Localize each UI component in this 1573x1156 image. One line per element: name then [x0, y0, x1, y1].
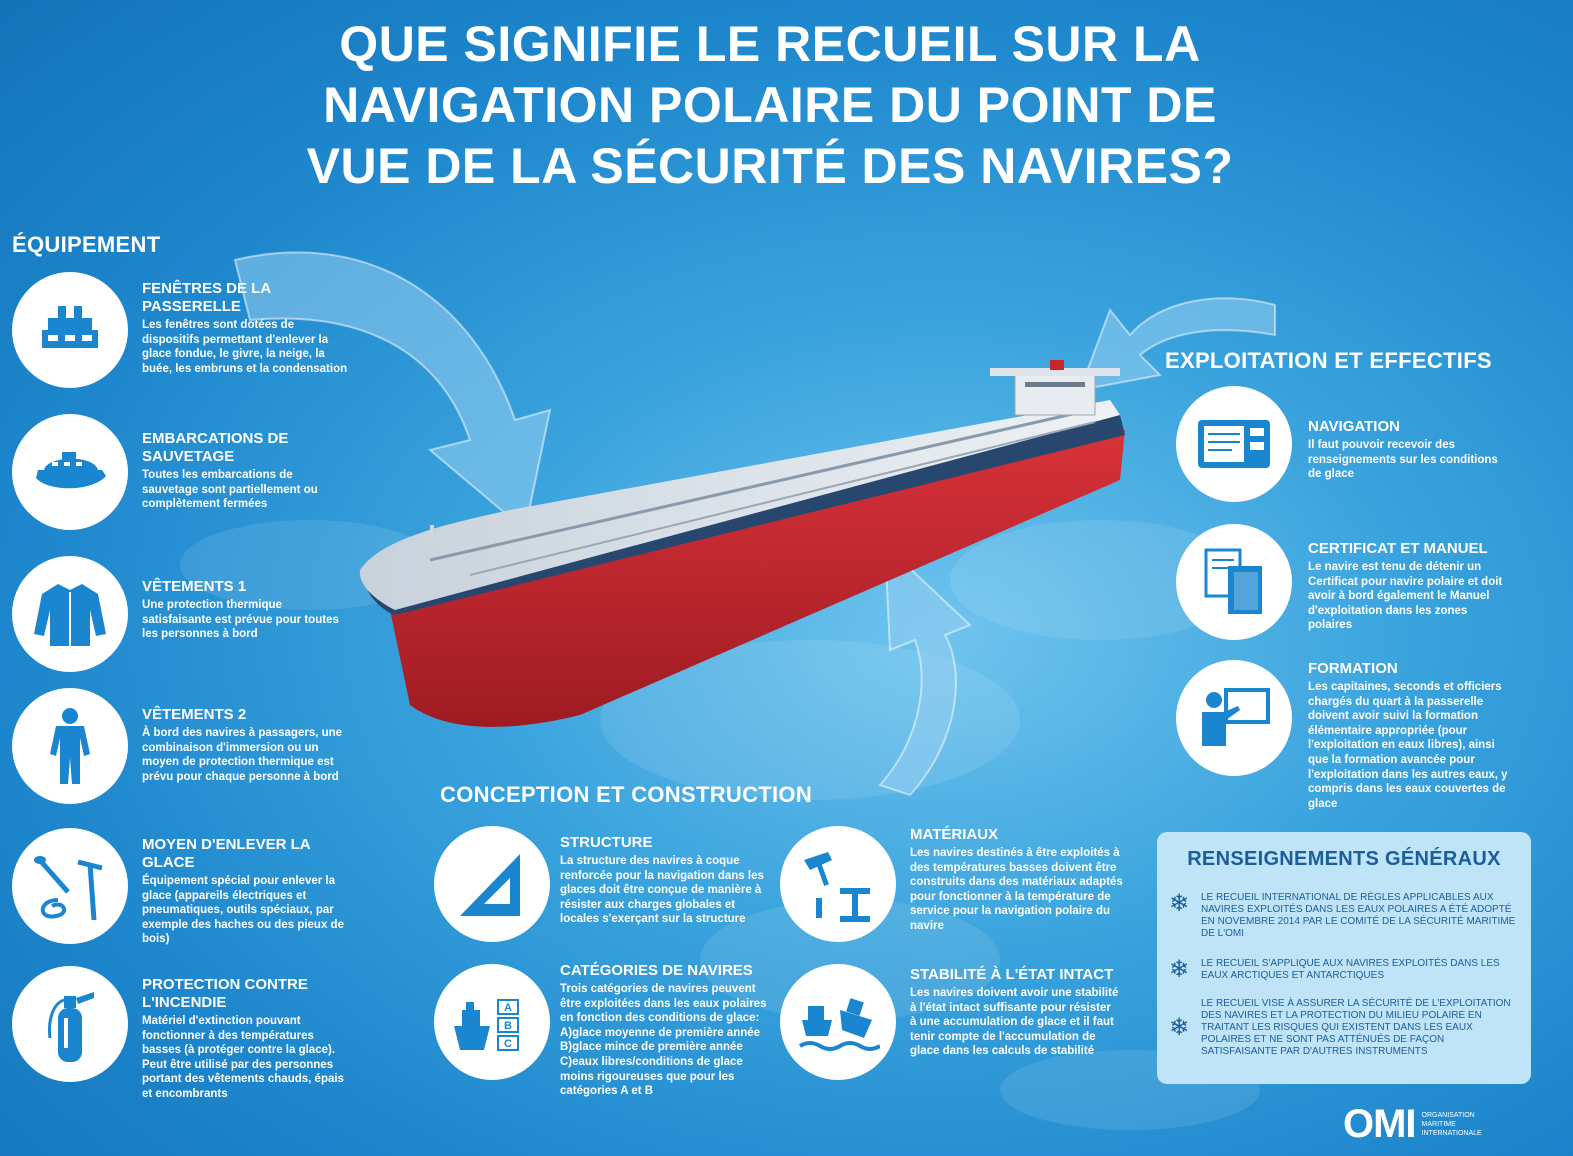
item-fenetres-passerelle	[142, 280, 352, 376]
navigation-device-icon	[1176, 386, 1292, 502]
lifeboat-icon	[12, 414, 128, 530]
title-line-1: QUE SIGNIFIE LE RECUEIL SUR LA	[339, 16, 1201, 72]
bridge-windows-icon	[12, 272, 128, 388]
item-title: CERTIFICAT ET MANUEL	[1308, 540, 1488, 557]
snowflake-icon: ❄	[1168, 1014, 1190, 1041]
item-title: NAVIGATION	[1308, 418, 1400, 435]
item-categories	[560, 962, 770, 1099]
item-text: Les fenêtres sont dotées de dispositifs permettant d'enlever la glace fondue, le givre, la neige, la buée, les embruns et la condensation	[142, 319, 348, 375]
title-line-3: VUE DE LA SÉCURITÉ DES NAVIRES?	[306, 138, 1234, 194]
general-info-item	[1157, 958, 1531, 982]
org-line-1: ORGANISATION	[1421, 1112, 1475, 1119]
stability-icon	[780, 964, 896, 1080]
item-title: CATÉGORIES DE NAVIRES	[560, 962, 753, 979]
item-title: VÊTEMENTS 1	[142, 578, 247, 595]
item-text: Les capitaines, seconds et officiers chargés du quart à la passerelle doivent avoir suivi la formation élémentaire appropriée (pour l'exploitation en eaux libres), ainsi que la formation avancée pour l'exploitation dans les autres eaux, y compris dans les eaux couvertes de glace	[1308, 681, 1508, 810]
item-embarcations	[142, 430, 352, 512]
category-a-label: A	[504, 1002, 512, 1014]
omi-logo	[1343, 1102, 1482, 1147]
general-info-text: LE RECUEIL VISE À ASSURER LA SÉCURITÉ DE L'EXPLOITATION DES NAVIRES ET LA PROTECTION DU MILIEU POLAIRE EN TRAITANT LES RISQUES QUI EXISTENT DANS LES EAUX POLAIRES ET NE SONT PAS ATTÉNUÉS DE FAÇON SATISFAISANTE PAR D'AUTRES INSTRUMENTS	[1201, 998, 1511, 1057]
item-text: Les navires doivent avoir une stabilité à l'état intact suffisante pour résister à une accumulation de glace et il faut tenir compte de l'accumulation de glace dans les calculs de stabilité	[910, 987, 1119, 1058]
item-text: Les navires destinés à être exploités à des températures basses doivent être construits dans des matériaux adaptés pour fonctionner à la température de service pour la navigation polaire du navire	[910, 847, 1123, 932]
ship-illustration	[350, 360, 1150, 740]
item-enlever-glace	[142, 836, 352, 947]
item-structure	[560, 834, 770, 927]
general-info-text: LE RECUEIL INTERNATIONAL DE RÈGLES APPLICABLES AUX NAVIRES EXPLOITÉS DANS LES EAUX POLAIRES A ÉTÉ ADOPTÉ EN NOVEMBRE 2014 PAR LE COMITÉ DE LA SÉCURITÉ MARITIME DE L'OMI	[1201, 892, 1516, 939]
general-info-box	[1157, 832, 1531, 1084]
item-certificat	[1308, 540, 1508, 633]
item-formation	[1308, 660, 1518, 811]
general-info-text: LE RECUEIL S'APPLIQUE AUX NAVIRES EXPLOITÉS DANS LES EAUX ARCTIQUES ET ANTARCTIQUES	[1201, 958, 1500, 981]
general-info-item	[1157, 892, 1531, 940]
ship-categories-icon	[434, 964, 550, 1080]
omi-org-name	[1422, 1111, 1482, 1138]
immersion-suit-icon	[12, 688, 128, 804]
set-square-icon	[434, 826, 550, 942]
item-title: STABILITÉ À L'ÉTAT INTACT	[910, 966, 1114, 983]
snowflake-icon: ❄	[1168, 890, 1190, 917]
item-text: Matériel d'extinction pouvant fonctionner à des températures basses (à protéger contre la glace). Peut être utilisé par des personnes portant des vêtements chauds, épais et encombrants	[142, 1015, 344, 1100]
category-b-label: B	[504, 1020, 512, 1032]
item-title: FENÊTRES DE LA PASSERELLE	[142, 280, 271, 315]
training-icon	[1176, 660, 1292, 776]
general-info-title: RENSEIGNEMENTS GÉNÉRAUX	[1187, 848, 1501, 870]
item-navigation	[1308, 418, 1508, 482]
item-text: Une protection thermique satisfaisante est prévue pour toutes les personnes à bord	[142, 599, 339, 641]
item-title: MOYEN D'ENLEVER LA GLACE	[142, 836, 311, 871]
category-c-label: C	[504, 1038, 512, 1050]
item-vetements-1	[142, 578, 352, 642]
item-title: MATÉRIAUX	[910, 826, 999, 843]
jacket-icon	[12, 556, 128, 672]
section-title-exploitation: EXPLOITATION ET EFFECTIFS	[1165, 348, 1492, 373]
item-text: Toutes les embarcations de sauvetage sont partiellement ou complètement fermées	[142, 469, 318, 511]
fire-extinguisher-icon	[12, 966, 128, 1082]
item-text: Le navire est tenu de détenir un Certificat pour navire polaire et doit avoir à bord également le Manuel d'exploitation dans les zones polaires	[1308, 561, 1503, 632]
item-vetements-2	[142, 706, 352, 784]
item-title: VÊTEMENTS 2	[142, 706, 247, 723]
item-title: FORMATION	[1308, 660, 1398, 677]
item-protection-incendie	[142, 976, 352, 1102]
section-title-equipement: ÉQUIPEMENT	[12, 232, 161, 257]
page-title	[180, 14, 1360, 197]
item-title: PROTECTION CONTRE L'INCENDIE	[142, 976, 308, 1011]
documents-icon	[1176, 524, 1292, 640]
omi-logo-mark: OMI	[1343, 1102, 1416, 1146]
item-text: La structure des navires à coque renforcée pour la navigation dans les glaces doit être conçue de manière à résister aux charges globales et locales s'exerçant sur la structure	[560, 855, 764, 926]
item-title: EMBARCATIONS DE SAUVETAGE	[142, 430, 289, 465]
item-text: À bord des navires à passagers, une combinaison d'immersion ou un moyen de protection thermique est prévu pour chaque personne à bord	[142, 727, 343, 783]
org-line-2: MARITIME	[1421, 1121, 1456, 1128]
materials-icon	[780, 826, 896, 942]
item-title: STRUCTURE	[560, 834, 653, 851]
ice-removal-tools-icon	[12, 828, 128, 944]
item-text: Trois catégories de navires peuvent être exploitées dans les eaux polaires en fonction des conditions de glace: A)glace moyenne de première année B)glace mince de première année C)eaux libres/conditions de glace moins rigoureuses que pour les catégories A et B	[560, 983, 767, 1098]
item-text: Il faut pouvoir recevoir des renseignements sur les conditions de glace	[1308, 439, 1498, 481]
org-line-3: INTERNATIONALE	[1421, 1130, 1482, 1137]
item-text: Équipement spécial pour enlever la glace (appareils électriques et pneumatiques, outils spéciaux, par exemple des haches ou des pieux de bois)	[142, 875, 344, 946]
item-stabilite	[910, 966, 1120, 1059]
item-materiaux	[910, 826, 1130, 934]
general-info-item	[1157, 998, 1531, 1058]
section-title-conception: CONCEPTION ET CONSTRUCTION	[440, 782, 813, 807]
title-line-2: NAVIGATION POLAIRE DU POINT DE	[323, 77, 1217, 133]
snowflake-icon: ❄	[1168, 956, 1190, 983]
